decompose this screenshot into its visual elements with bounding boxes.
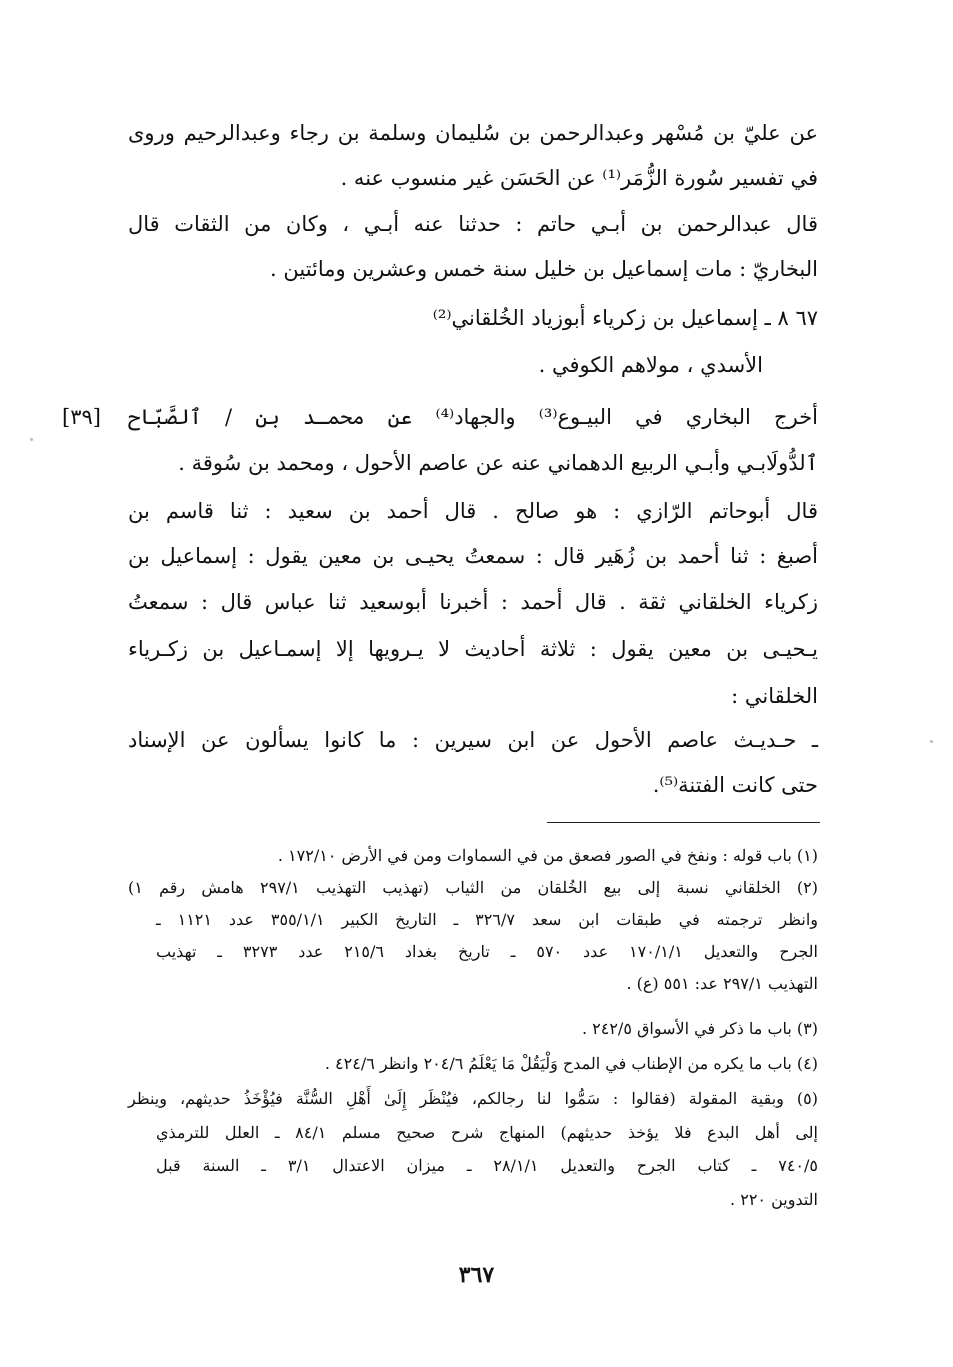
body-line: ـ حـديـث عاصم الأحول عن ابن سيرين : ما كانوا يسألون عن الإسناد [128,728,818,752]
footnote-line: (٣) باب ما ذكر في الأسواق ٢٤٢/٥ . [581,1019,818,1038]
footnote-line: التدوين ٢٢٠ . [730,1190,818,1209]
body-line: قال عبدالرحمن بن أبـي حاتم : حدثنا عنه أبـي ، وكان من الثقات قال [128,212,818,236]
body-line: البخاريّ : مات إسماعيل بن خليل سنة خمس وعشرين ومائتين . [270,257,818,281]
body-line: الأسدي ، مولاهم الكوفي . [538,353,763,377]
body-line: أخرج البخاري في البيـوع⁽³⁾ والجهاد⁽⁴⁾ عن محمـد بن / ٱلصَّبّاح [128,405,818,429]
body-line: حتى كانت الفتنة⁽⁵⁾. [652,773,818,797]
body-line: قال أبوحاتم الرّازي : هو صالح . قال أحمد بن سعيد : ثنا قاسم بن [128,499,818,523]
footnote-line: إلى أهل البدع فلا يؤخذ حديثهم) المنهاج شرح صحيح مسلم ٨٤/١ ـ العلل للترمذي [156,1123,819,1142]
scan-speck [30,438,33,441]
body-line: عن عليّ بن مُسْهر وعبدالرحمن بن سُليمان وسلمة بن رجاء وعبدالرحيم وروى [128,121,818,145]
body-line: الخلقاني : [731,684,818,708]
footnote-line: (٢) الخلقاني نسبة إلى بيع الخُلقان من الثياب (تهذيب التهذيب ٢٩٧/١ هامش رقم ١) [128,878,819,897]
entry-heading: ٦٧ ٨ ـ إسماعيل بن زكرياء أبوزياد الخُلقاني⁽²⁾ [432,306,818,330]
body-line: يـحيـى بن معين يقول : ثلاثة أحاديث لا يـرويها إلا إسمـاعيل بن زكـرياء [128,637,818,661]
scan-speck [930,740,933,743]
page-number: ٣٦٧ [458,1262,495,1288]
footnote-separator [547,822,820,823]
body-line: ٱلدُّولَابـي وأبـي الربيع الدهماني عنه عن عاصم الأحول ، ومحمد بن سُوقة . [178,451,818,475]
footnote-line: (٥) وبقية المقولة (فقالوا : سَمُّوا لنا رجالكم، فيُنْظَر إِلَىٰ أَهْلِ السُّنَّة فيُؤْخَذُ حديثهم، وينظر [128,1089,818,1108]
body-line: في تفسير سُورة الزُّمَر⁽¹⁾ عن الحَسَن غير منسوب عنه . [340,166,818,190]
footnote-line: (١) باب قوله : ونفخ في الصور فصعق من في السماوات ومن في الأرض ١٧٢/١٠ . [277,846,818,865]
footnote-line: ٧٤٠/٥ ـ كتاب الجرح والتعديل ٢٨/١/١ ـ ميزان الاعتدال ٣/١ ـ السنة قبل [156,1156,818,1175]
footnote-line: التهذيب ٢٩٧/١ عد: ٥٥١ (ع) . [626,974,818,993]
margin-page-marker: [٣٩] [62,405,101,429]
body-line: زكرياء الخلقاني ثقة . قال أحمد : أخبرنا أبوسعيد ثنا عباس قال : سمعتُ [128,590,818,614]
footnote-line: الجرح والتعديل ١٧٠/١/١ عدد ٥٧٠ ـ تاريخ بغداد ٢١٥/٦ عدد ٣٢٧٣ ـ تهذيب [156,942,819,961]
footnote-line: (٤) باب ما يكره من الإطناب في المدح وَلْيَقُلْ مَا يَعْلَمُ ٢٠٤/٦ وانظر ٤٢٤/٦ . [324,1054,818,1073]
footnote-line: وانظر ترجمته في طبقات ابن سعد ٣٢٦/٧ ـ التاريخ الكبير ٣٥٥/١/١ عدد ١١٢١ ـ [156,910,818,929]
body-line: أصبغ : ثنا أحمد بن زُهَير قال : سمعتُ يحيـى بن معين يقول : إسماعيل بن [128,544,818,568]
